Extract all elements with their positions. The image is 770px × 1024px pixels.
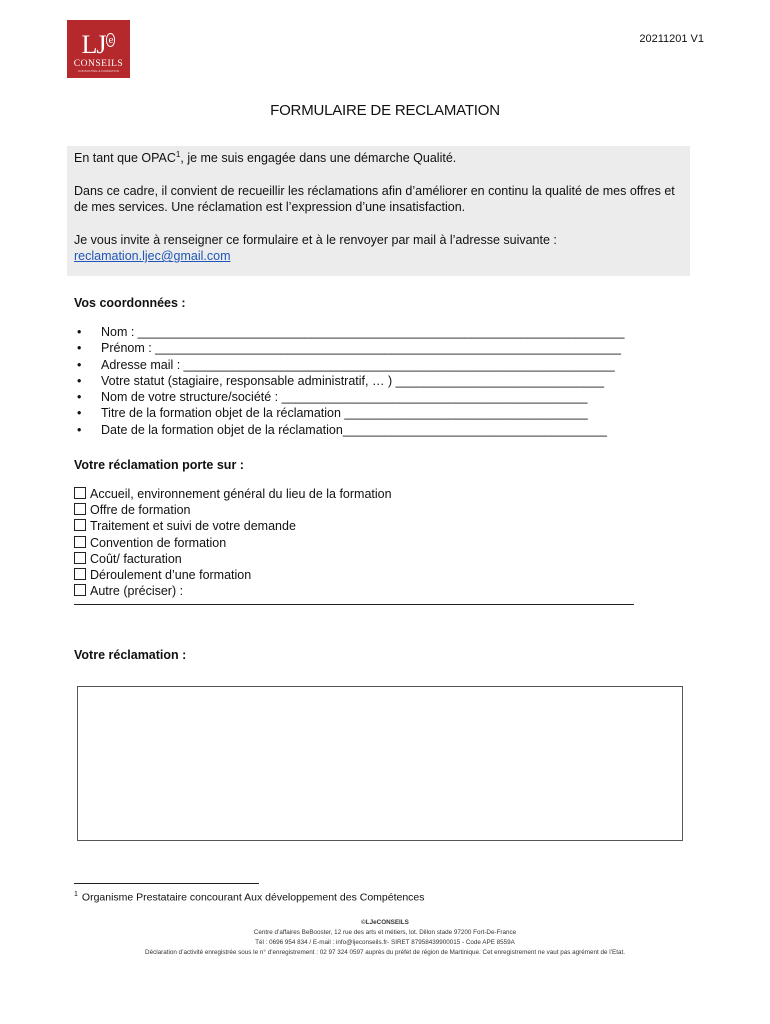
field-structure[interactable]: • Nom de votre structure/société : ____________________________________________ (74, 389, 663, 405)
option-convention[interactable] (74, 535, 392, 551)
option-traitement[interactable] (74, 518, 392, 534)
field-nom[interactable]: • Nom : ______________________________________________________________________ (74, 324, 663, 340)
footnote-ref: 1 (175, 150, 181, 159)
checkbox[interactable] (74, 584, 86, 596)
option-label: Coût/ facturation (90, 551, 182, 566)
checkbox[interactable] (74, 487, 86, 499)
field-statut[interactable]: • Votre statut (stagiaire, responsable administratif, … ) ______________________________ (74, 373, 663, 389)
option-autre[interactable] (74, 583, 392, 599)
option-label: Déroulement d’une formation (90, 567, 252, 582)
reclamation-textbox[interactable] (77, 686, 683, 841)
intro-box (67, 146, 690, 276)
subject-heading: Votre réclamation porte sur : (74, 458, 244, 472)
checkbox[interactable] (74, 503, 86, 515)
page-title: FORMULAIRE DE RECLAMATION (270, 102, 500, 119)
coordinates-list (74, 324, 674, 438)
document-version: 20211201 V1 (639, 33, 704, 45)
intro-p1-text: En tant que OPAC (74, 151, 176, 166)
checkbox[interactable] (74, 552, 86, 564)
reclamation-heading: Votre réclamation : (74, 648, 187, 662)
footnote (74, 891, 425, 904)
option-accueil[interactable] (74, 486, 392, 502)
field-titre-formation[interactable]: • Titre de la formation objet de la réclamation ___________________________________ (74, 405, 663, 421)
option-label: Offre de formation (90, 503, 191, 518)
field-date-formation[interactable]: • Date de la formation objet de la réclamation______________________________________ (74, 422, 663, 438)
option-label: Convention de formation (90, 535, 227, 550)
logo-monogram: LJ (81, 30, 106, 59)
coordinates-heading: Vos coordonnées : (74, 296, 186, 310)
logo-tagline: CONSULTING & FORMATION (78, 69, 119, 73)
subject-options (74, 486, 392, 599)
footer-contact: Tél : 0696 954 834 / E-mail : info@ljeconseils.fr- SIRET 87958439900015 - Code APE 8559A (255, 939, 515, 946)
intro-p1-text-end: , je me suis engagée dans une démarche Qualité. (180, 151, 457, 166)
checkbox[interactable] (74, 568, 86, 580)
option-deroulement[interactable] (74, 567, 392, 583)
footer-registration: Déclaration d’activité enregistrée sous le n° d’enregistrement : 02 97 324 0597 auprès du préfet de région de Martinique. Cet enregistrement ne vaut pas agrément de l’Etat. (145, 949, 625, 956)
footnote-divider (74, 883, 259, 884)
logo-brand: CONSEILS (73, 59, 124, 69)
intro-p3-text: Je vous invite à renseigner ce formulaire et à le renvoyer par mail à l’adresse suivante : (74, 232, 557, 247)
intro-paragraph-2: Dans ce cadre, il convient de recueillir les réclamations afin d’améliorer en continu la qualité de mes offres et de mes services. Une réclamation est l’expression d’une insatisfaction. (74, 183, 675, 215)
footer-brand: ©LJeCONSEILS (361, 919, 409, 926)
checkbox[interactable] (74, 536, 86, 548)
field-prenom[interactable]: • Prénom : ___________________________________________________________________ (74, 340, 663, 356)
company-logo (67, 20, 130, 78)
intro-paragraph-3 (74, 232, 682, 265)
other-specify-line[interactable] (74, 604, 634, 605)
option-cout[interactable] (74, 551, 392, 567)
logo-mark: e (106, 33, 116, 47)
checkbox[interactable] (74, 519, 86, 531)
footer-address: Centre d’affaires BeBooster, 12 rue des arts et métiers, lot. Dillon stade 97200 Fort-De-France (253, 929, 517, 936)
page-footer (60, 918, 710, 958)
email-link[interactable]: reclamation.ljec@gmail.com (74, 249, 231, 264)
option-offre[interactable] (74, 502, 392, 518)
intro-paragraph-1 (74, 146, 682, 167)
footnote-text: Organisme Prestataire concourant Aux développement des Compétences (81, 891, 425, 904)
option-label: Autre (préciser) : (90, 584, 184, 599)
option-label: Accueil, environnement général du lieu de la formation (90, 487, 392, 501)
field-email[interactable]: • Adresse mail : ______________________________________________________________ (74, 357, 663, 373)
option-label: Traitement et suivi de votre demande (90, 519, 296, 534)
footnote-number: 1 (74, 891, 78, 898)
